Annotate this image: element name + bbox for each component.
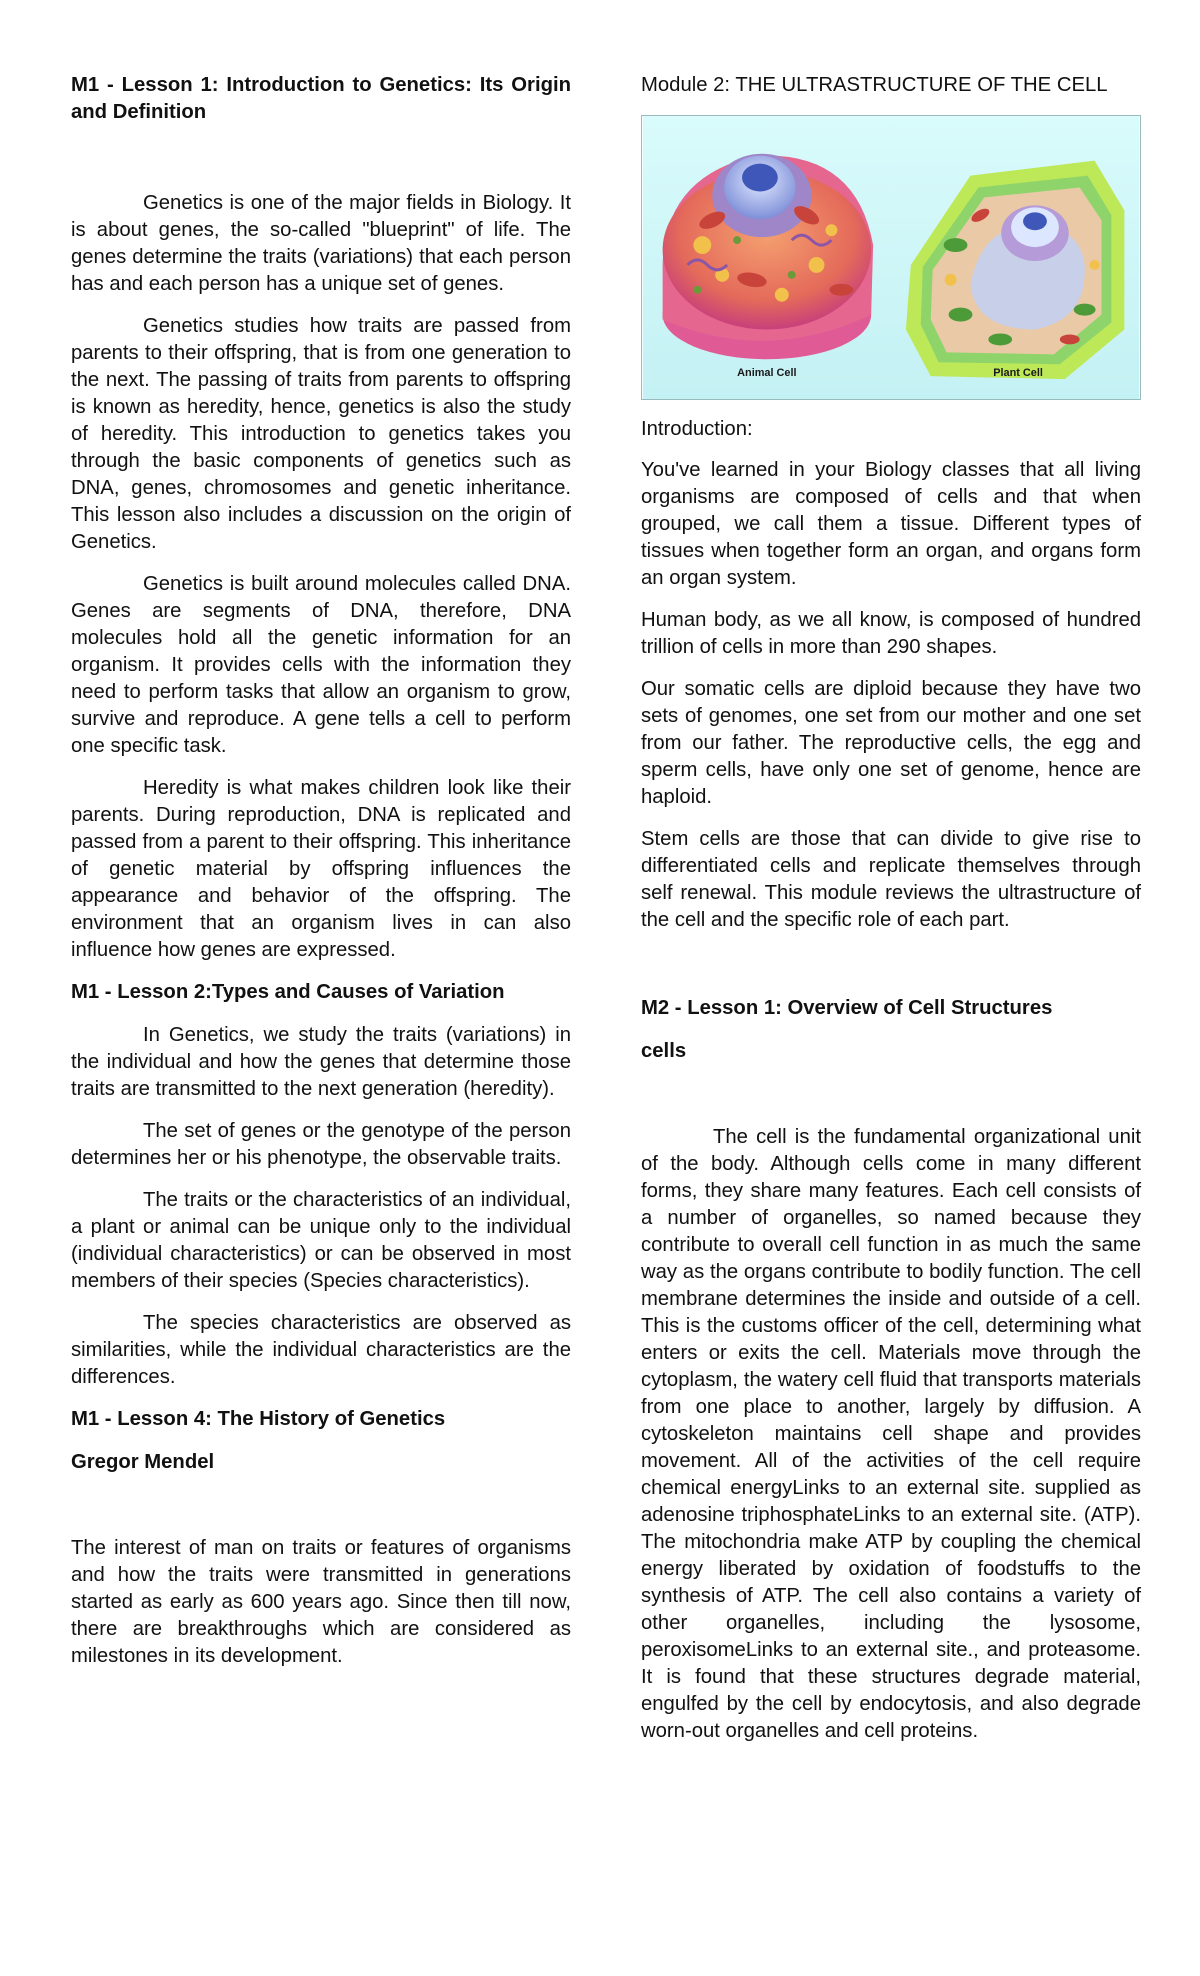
intro-paragraph-4: Stem cells are those that can divide to give rise to differentiated cells and replicate themselves through self renewal. This module reviews the ultrastructure of the cell and the specific role of each part. (641, 828, 1141, 931)
intro-label: Introduction: (641, 418, 753, 440)
right-column (641, 72, 1141, 1760)
cell-diagram (641, 115, 1141, 400)
intro-paragraph-1: You've learned in your Biology classes that all living organisms are composed of cells and that when grouped, we call them a tissue. Different types of tissues when together form an organ, and organs form an organ system. (641, 459, 1141, 589)
lesson1-paragraph-3: Genetics is built around molecules called DNA. Genes are segments of DNA, therefore, DNA molecules hold all the genetic information for an organism. It provides cells with the information they need to perform tasks that allow an organism to grow, survive and reproduce. A gene tells a cell to perform one specific task. (71, 573, 571, 757)
intro-paragraph-3: Our somatic cells are diploid because they have two sets of genomes, one set from our mother and one set from our father. The reproductive cells, the egg and sperm cells, have only one set of genome, hence are haploid. (641, 678, 1141, 808)
lesson2-paragraph-4: The species characteristics are observed as similarities, while the individual characteristics are the differences. (71, 1312, 571, 1388)
lesson2-paragraph-3: The traits or the characteristics of an individual, a plant or animal can be unique only to the individual (individual characteristics) or can be observed in most members of their species (Species characteristics). (71, 1189, 571, 1292)
lesson2-paragraph-2: The set of genes or the genotype of the person determines her or his phenotype, the observable traits. (71, 1120, 571, 1169)
plant-cell-label: Plant Cell (993, 367, 1043, 380)
intro-paragraph-2: Human body, as we all know, is composed of hundred trillion of cells in more than 290 shapes. (641, 609, 1141, 658)
lesson4-paragraph: The interest of man on traits or features of organisms and how the traits were transmitted in generations started as early as 600 years ago. Since then till now, there are breakthroughs which are considered as milestones in its development. (71, 1537, 571, 1667)
m2-lesson1-heading: M2 - Lesson 1: Overview of Cell Structures (641, 997, 1053, 1019)
lesson1-heading: M1 - Lesson 1: Introduction to Genetics: Its Origin and Definition (71, 74, 571, 123)
lesson4-heading: M1 - Lesson 4: The History of Genetics (71, 1408, 446, 1430)
lesson1-paragraph-2: Genetics studies how traits are passed from parents to their offspring, that is from one generation to the next. The passing of traits from parents to offspring is known as heredity, hence, genetics is also the study of heredity. This introduction to genetics takes you through the basic components of genetics such as DNA, genes, chromosomes and genetic inheritance. This lesson also includes a discussion on the origin of Genetics. (71, 315, 571, 553)
lesson1-paragraph-1: Genetics is one of the major fields in Biology. It is about genes, the so-called "blueprint" of life. The genes determine the traits (variations) that each person has and each person has a unique set of genes. (71, 192, 571, 295)
lesson4-subheading: Gregor Mendel (71, 1451, 215, 1473)
lesson1-paragraph-4: Heredity is what makes children look like their parents. During reproduction, DNA is replicated and passed from a parent to their offspring. This inheritance of genetic material by offspring influences the appearance and behavior of the offspring. The environment that an organism lives in can also influence how genes are expressed. (71, 777, 571, 961)
m2-lesson1-subheading: cells (641, 1040, 687, 1062)
left-column (71, 72, 571, 1685)
lesson2-heading: M1 - Lesson 2:Types and Causes of Variation (71, 981, 505, 1003)
module-title: Module 2: THE ULTRASTRUCTURE OF THE CELL (641, 74, 1108, 96)
m2-lesson1-paragraph: The cell is the fundamental organizational unit of the body. Although cells come in many different forms, they share many features. Each cell consists of a number of organelles, so named because they contribute to overall cell function in as much the same way as the organs contribute to bodily function. The cell membrane determines the inside and outside of a cell. This is the customs officer of the cell, determining what enters or exits the cell. Materials move through the cytoplasm, the watery cell fluid that transports materials from one place to another, largely by diffusion. A cytoskeleton maintains cell shape and provides movement. All of the activities of the cell require chemical energyLinks to an external site. supplied as adenosine triphosphateLinks to an external site. (ATP). The mitochondria make ATP by coupling the chemical energy liberated by oxidation of foodstuffs to the synthesis of ATP. The cell also contains a variety of other organelles, including the lysosome, peroxisomeLinks to an external site., and proteasome. It is found that these structures degrade material, engulfed by the cell by endocytosis, and also degrade worn-out organelles and cell proteins. (641, 1126, 1141, 1742)
animal-cell-label: Animal Cell (737, 367, 797, 380)
lesson2-paragraph-1: In Genetics, we study the traits (variations) in the individual and how the genes that determine those traits are transmitted to the next generation (heredity). (71, 1024, 571, 1100)
